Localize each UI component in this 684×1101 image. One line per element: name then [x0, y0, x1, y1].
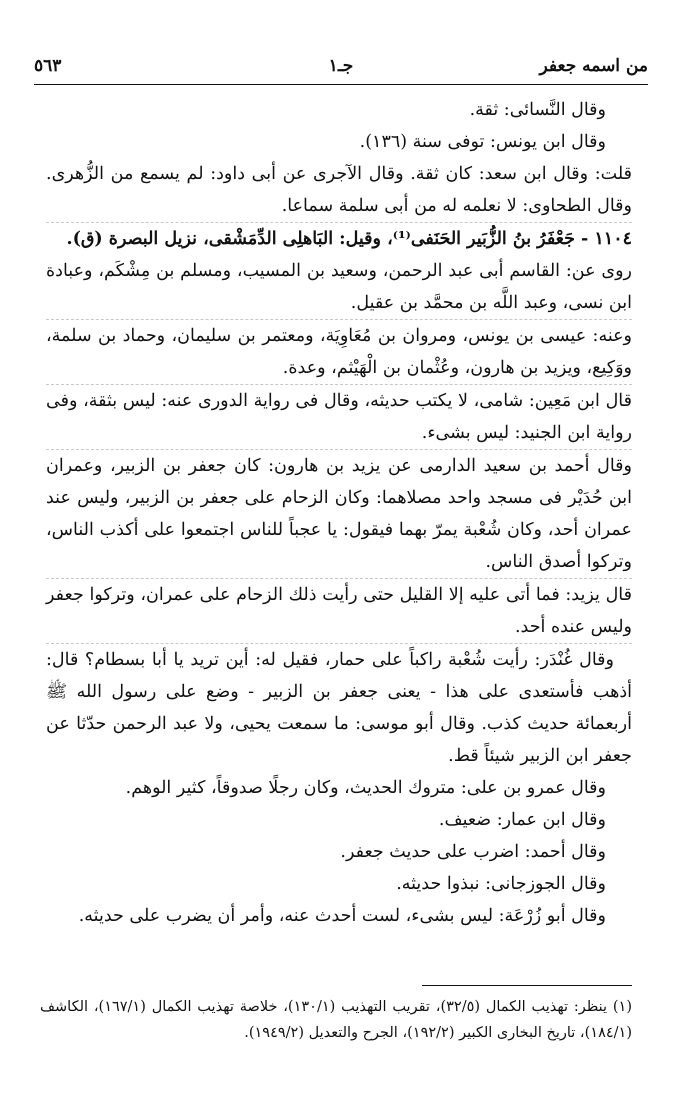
text-paragraph: وقال النَّسائى: ثقة. [469, 100, 606, 120]
text-paragraph: روى عن: القاسم أبى عبد الرحمن، وسعيد بن المسيب، ومسلم بن مِشْكَم، وعبادة ابن نسى، وعبد اللَّه بن محمَّد بن عقيل. [46, 255, 632, 320]
text-paragraph: وعنه: عيسى بن يونس، ومروان بن مُعَاوِيَة، ومعتمر بن سليمان، وحماد بن سلمة، ووَكِيع، ويزيد بن هارون، وعُثْمان بن الْهَيْثم، وعدة. [46, 320, 632, 385]
text-paragraph: وقال الجوزجانى: نبذوا حديثه. [396, 874, 606, 894]
entry-heading: ١١٠٤ - جَعْفَرُ بنُ الزُّبَير الحَنَفى⁽¹⁾، وقيل: البَاهلِى الدِّمَشْقى، نزيل البصرة (ق). [66, 229, 632, 249]
footnote-rule [422, 985, 632, 986]
volume-label: جـ١ [328, 56, 354, 76]
footnotes [40, 994, 632, 1046]
footnote: (١) ينظر: تهذيب الكمال (٣٢/٥)، تقريب التهذيب (١٣٠/١)، خلاصة تهذيب الكمال (١٦٧/١)، الكاشف (١٨٤/١)، تاريخ البخارى الكبير (١٩٢/٢)، الجرح والتعديل (١٩٤٩/٢). [40, 999, 633, 1041]
text-paragraph: وقال غُنْدَر: رأيت شُعْبة راكباً على حمار، فقيل له: أين تريد يا أبا بسطام؟ قال: أذهب فأستعدى على هذا - يعنى جعفر بن الزبير - وضع على رسول الله ﷺ أربعمائة حديث كذب. وقال أبو موسى: ما سمعت يحيى، ولا عبد الرحمن حدّثا عن جعفر ابن الزبير شيئاً قط. [46, 650, 632, 766]
chapter-title: من اسمه جعفر [539, 56, 648, 76]
text-paragraph: قال ابن مَعِين: شامى، لا يكتب حديثه، وقال فى رواية الدورى عنه: ليس بثقة، وفى رواية ابن الجنيد: ليس بشىء. [46, 385, 632, 450]
text-paragraph: وقال أحمد: اضرب على حديث جعفر. [340, 842, 606, 862]
text-paragraph: وقال عمرو بن على: متروك الحديث، وكان رجلًا صدوقاً، كثير الوهم. [125, 778, 606, 798]
page-number: ٥٦٣ [34, 56, 62, 76]
running-header [34, 56, 648, 82]
text-paragraph: وقال ابن عمار: ضعيف. [438, 810, 606, 830]
text-paragraph: وقال ابن يونس: توفى سنة (١٣٦). [359, 132, 606, 152]
text-paragraph: قال يزيد: فما أتى عليه إلا القليل حتى رأيت ذلك الزحام على عمران، وتركوا جعفر وليس عنده أحد. [46, 579, 632, 644]
text-paragraph: قلت: وقال ابن سعد: كان ثقة. وقال الآجرى عن أبى داود: لم يسمع من الزُّهرى. وقال الطحاوى: لا نعلمه له من أبى سلمة سماعا. [46, 158, 632, 223]
header-rule [34, 84, 648, 85]
text-paragraph: وقال أحمد بن سعيد الدارمى عن يزيد بن هارون: كان جعفر بن الزبير، وعمران ابن حُدَيْر فى مسجد واحد مصلاهما: وكان الزحام على جعفر بن الزبير، وليس عند عمران أحد، وكان شُعْبة يمرّ بهما فيقول: يا عجباً للناس اجتمعوا على أكذب الناس، وتركوا أصدق الناس. [46, 450, 632, 579]
main-text [46, 94, 632, 932]
text-paragraph: وقال أبو زُرْعَة: ليس بشىء، لست أحدث عنه، وأمر أن يضرب على حديثه. [78, 906, 606, 926]
